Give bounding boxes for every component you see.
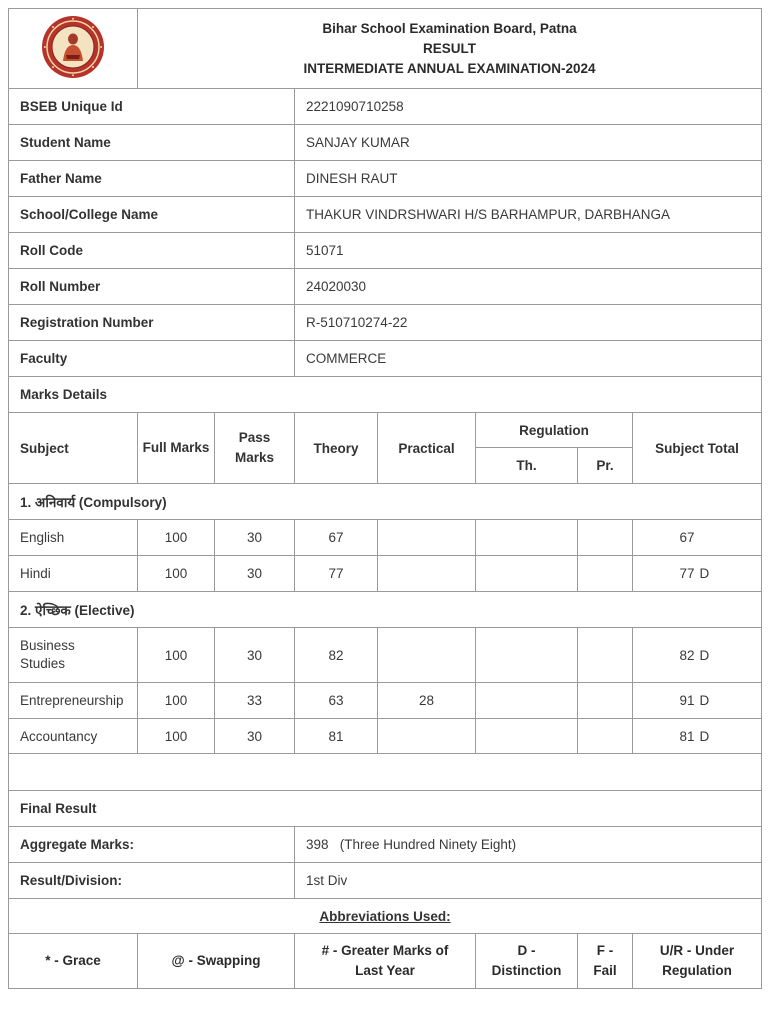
spacer-row xyxy=(9,754,762,791)
subject-name: Hindi xyxy=(9,556,138,592)
board-name: Bihar School Examination Board, Patna xyxy=(322,20,577,36)
detail-value: R-510710274-22 xyxy=(295,305,762,341)
regulation-th xyxy=(476,683,578,719)
grade-mark: D xyxy=(699,728,710,744)
col-full-marks: Full Marks xyxy=(138,413,215,484)
abbr-fail: F - Fail xyxy=(578,934,633,989)
pass-marks: 30 xyxy=(215,556,295,592)
theory-marks: 77 xyxy=(295,556,378,592)
division-row xyxy=(9,863,762,899)
pass-marks: 33 xyxy=(215,683,295,719)
grade-mark: D xyxy=(699,647,710,663)
detail-value: 24020030 xyxy=(295,269,762,305)
subject-name: Business Studies xyxy=(9,628,138,683)
full-marks: 100 xyxy=(138,683,215,719)
header-titles xyxy=(138,9,762,89)
regulation-pr xyxy=(578,556,633,592)
practical-marks xyxy=(378,556,476,592)
col-regulation: Regulation xyxy=(476,413,633,448)
subject-row xyxy=(9,719,762,754)
theory-marks: 67 xyxy=(295,520,378,556)
regulation-pr xyxy=(578,683,633,719)
regulation-th xyxy=(476,628,578,683)
marks-title-row xyxy=(9,377,762,413)
subject-name: English xyxy=(9,520,138,556)
final-title-row xyxy=(9,791,762,827)
total-value: 91 xyxy=(679,693,695,708)
subject-name: Entrepreneurship xyxy=(9,683,138,719)
bseb-emblem-icon xyxy=(41,15,105,79)
division-label: Result/Division: xyxy=(9,863,295,899)
regulation-th xyxy=(476,719,578,754)
subject-total xyxy=(633,520,762,556)
aggregate-row xyxy=(9,827,762,863)
abbr-greater-marks: # - Greater Marks of Last Year xyxy=(295,934,476,989)
col-theory: Theory xyxy=(295,413,378,484)
detail-value: 51071 xyxy=(295,233,762,269)
detail-label: Student Name xyxy=(9,125,295,161)
detail-row xyxy=(9,89,762,125)
regulation-pr xyxy=(578,719,633,754)
theory-marks: 82 xyxy=(295,628,378,683)
pass-marks: 30 xyxy=(215,628,295,683)
group-title: 1. अनिवार्य (Compulsory) xyxy=(9,484,762,520)
practical-marks xyxy=(378,628,476,683)
abbreviations-row xyxy=(9,934,762,989)
regulation-th xyxy=(476,520,578,556)
detail-label: Roll Code xyxy=(9,233,295,269)
final-title: Final Result xyxy=(9,791,762,827)
grade-mark: D xyxy=(699,566,710,581)
detail-value: COMMERCE xyxy=(295,341,762,377)
detail-label: Registration Number xyxy=(9,305,295,341)
group-title: 2. ऐच्छिक (Elective) xyxy=(9,592,762,628)
detail-value: 2221090710258 xyxy=(295,89,762,125)
detail-row xyxy=(9,233,762,269)
abbr-under-regulation: U/R - Under Regulation xyxy=(633,934,762,989)
detail-row xyxy=(9,197,762,233)
subject-total xyxy=(633,628,762,683)
regulation-pr xyxy=(578,628,633,683)
col-pass-marks: Pass Marks xyxy=(215,413,295,484)
result-table xyxy=(8,8,762,989)
subject-total xyxy=(633,683,762,719)
subject-name: Accountancy xyxy=(9,719,138,754)
pass-marks: 30 xyxy=(215,520,295,556)
marks-header-row xyxy=(9,413,762,448)
group-title-row xyxy=(9,484,762,520)
detail-row xyxy=(9,161,762,197)
detail-value: SANJAY KUMAR xyxy=(295,125,762,161)
group-title-row xyxy=(9,592,762,628)
result-heading: RESULT xyxy=(423,40,477,56)
marks-title: Marks Details xyxy=(9,377,762,413)
col-practical: Practical xyxy=(378,413,476,484)
logo-cell xyxy=(9,9,138,89)
detail-label: School/College Name xyxy=(9,197,295,233)
full-marks: 100 xyxy=(138,719,215,754)
subject-row xyxy=(9,683,762,719)
abbr-distinction: D - Distinction xyxy=(476,934,578,989)
detail-label: Father Name xyxy=(9,161,295,197)
total-value: 67 xyxy=(679,530,695,545)
col-subject: Subject xyxy=(9,413,138,484)
practical-marks xyxy=(378,719,476,754)
detail-value: THAKUR VINDRSHWARI H/S BARHAMPUR, DARBHANGA xyxy=(295,197,762,233)
total-value: 81 xyxy=(679,728,695,744)
spacer-cell xyxy=(9,754,762,791)
col-reg-pr: Pr. xyxy=(578,448,633,484)
detail-label: Roll Number xyxy=(9,269,295,305)
detail-label: Faculty xyxy=(9,341,295,377)
theory-marks: 81 xyxy=(295,719,378,754)
regulation-pr xyxy=(578,520,633,556)
subject-row xyxy=(9,520,762,556)
full-marks: 100 xyxy=(138,556,215,592)
pass-marks: 30 xyxy=(215,719,295,754)
detail-row xyxy=(9,269,762,305)
subject-row xyxy=(9,628,762,683)
practical-marks: 28 xyxy=(378,683,476,719)
practical-marks xyxy=(378,520,476,556)
abbr-swapping: @ - Swapping xyxy=(138,934,295,989)
grade-mark: D xyxy=(699,693,710,708)
col-subject-total: Subject Total xyxy=(633,413,762,484)
total-value: 77 xyxy=(679,566,695,581)
subject-total xyxy=(633,719,762,754)
full-marks: 100 xyxy=(138,520,215,556)
division-value: 1st Div xyxy=(295,863,762,899)
subject-total xyxy=(633,556,762,592)
subject-row xyxy=(9,556,762,592)
detail-value: DINESH RAUT xyxy=(295,161,762,197)
abbr-grace: * - Grace xyxy=(9,934,138,989)
theory-marks: 63 xyxy=(295,683,378,719)
abbreviations-title-row xyxy=(9,899,762,934)
aggregate-label: Aggregate Marks: xyxy=(9,827,295,863)
detail-row xyxy=(9,305,762,341)
full-marks: 100 xyxy=(138,628,215,683)
detail-label: BSEB Unique Id xyxy=(9,89,295,125)
regulation-th xyxy=(476,556,578,592)
abbreviations-title: Abbreviations Used: xyxy=(319,908,451,924)
total-value: 82 xyxy=(679,647,695,663)
detail-row xyxy=(9,341,762,377)
col-reg-th: Th. xyxy=(476,448,578,484)
aggregate-value: 398 (Three Hundred Ninety Eight) xyxy=(295,827,762,863)
header-row xyxy=(9,9,762,89)
detail-row xyxy=(9,125,762,161)
abbreviations-title-cell xyxy=(9,899,762,934)
exam-name: INTERMEDIATE ANNUAL EXAMINATION-2024 xyxy=(303,60,596,76)
